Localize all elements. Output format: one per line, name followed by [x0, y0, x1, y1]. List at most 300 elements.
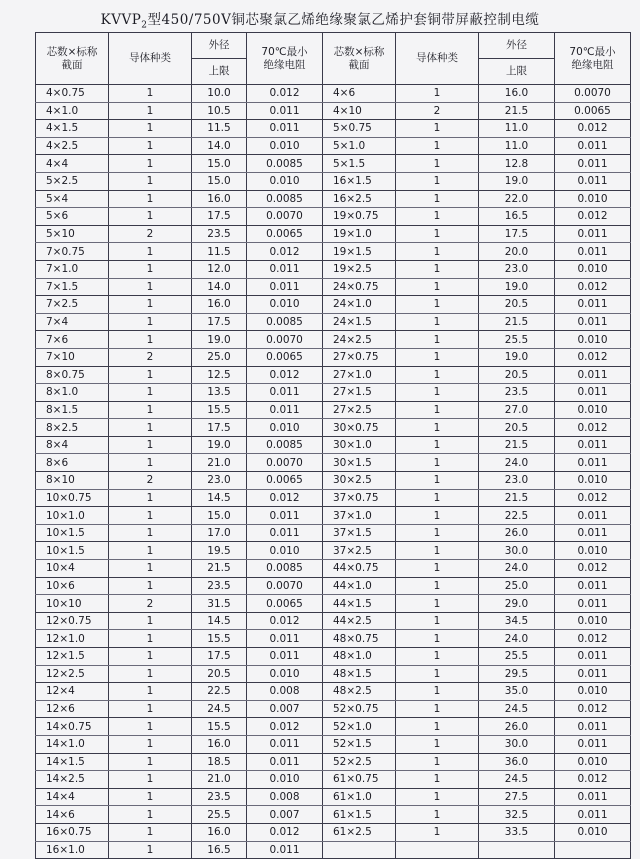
insulation-resistance-cell: 0.012 [555, 630, 631, 648]
table-row [36, 718, 631, 736]
insulation-resistance-cell: 0.0070 [555, 85, 631, 103]
conductor-cell: 1 [396, 155, 479, 173]
table-row [36, 595, 631, 613]
conductor-cell: 1 [109, 366, 192, 384]
outer-diameter-cell: 11.5 [192, 120, 247, 138]
conductor-cell: 1 [109, 208, 192, 226]
insulation-resistance-cell: 0.011 [555, 524, 631, 542]
conductor-cell: 1 [109, 841, 192, 859]
conductor-cell: 2 [109, 348, 192, 366]
conductor-cell: 1 [109, 788, 192, 806]
outer-diameter-cell: 20.0 [479, 243, 555, 261]
insulation-resistance-cell: 0.010 [555, 472, 631, 490]
insulation-resistance-cell: 0.0085 [247, 313, 323, 331]
header-od-bottom-right [479, 59, 555, 85]
conductor-cell: 1 [109, 436, 192, 454]
table-row [36, 806, 631, 824]
outer-diameter-cell: 15.5 [192, 718, 247, 736]
cores-cell: 14×1.0 [36, 735, 109, 753]
cores-cell: 5×0.75 [323, 120, 396, 138]
conductor-cell: 1 [109, 524, 192, 542]
outer-diameter-cell: 25.5 [479, 331, 555, 349]
outer-diameter-cell: 21.0 [192, 454, 247, 472]
insulation-resistance-cell: 0.011 [247, 401, 323, 419]
cores-cell: 10×0.75 [36, 489, 109, 507]
outer-diameter-cell: 27.5 [479, 788, 555, 806]
insulation-resistance-cell: 0.011 [555, 735, 631, 753]
cores-cell: 27×0.75 [323, 348, 396, 366]
table-row [36, 472, 631, 490]
conductor-cell: 1 [396, 771, 479, 789]
outer-diameter-cell: 19.0 [192, 436, 247, 454]
insulation-resistance-cell: 0.0085 [247, 560, 323, 578]
table-row [36, 788, 631, 806]
conductor-cell: 1 [396, 542, 479, 560]
table-row [36, 278, 631, 296]
conductor-cell: 1 [396, 190, 479, 208]
cores-cell: 5×4 [36, 190, 109, 208]
table-row [36, 208, 631, 226]
insulation-resistance-cell: 0.008 [247, 683, 323, 701]
outer-diameter-cell: 36.0 [479, 753, 555, 771]
cores-cell: 7×1.5 [36, 278, 109, 296]
table-row [36, 700, 631, 718]
conductor-cell: 1 [396, 788, 479, 806]
table-row [36, 577, 631, 595]
cores-cell: 7×6 [36, 331, 109, 349]
cores-cell: 10×1.5 [36, 524, 109, 542]
insulation-resistance-cell: 0.0065 [247, 595, 323, 613]
cores-cell: 8×6 [36, 454, 109, 472]
conductor-cell: 1 [109, 507, 192, 525]
outer-diameter-cell: 19.5 [192, 542, 247, 560]
conductor-cell: 2 [109, 595, 192, 613]
insulation-resistance-cell: 0.011 [247, 630, 323, 648]
cores-cell: 37×0.75 [323, 489, 396, 507]
outer-diameter-cell: 24.5 [479, 771, 555, 789]
table-row [36, 260, 631, 278]
cores-cell: 24×0.75 [323, 278, 396, 296]
table-row [36, 102, 631, 120]
insulation-resistance-cell: 0.010 [247, 665, 323, 683]
conductor-cell: 1 [396, 120, 479, 138]
cores-cell: 7×4 [36, 313, 109, 331]
conductor-cell: 1 [109, 419, 192, 437]
cores-cell: 12×4 [36, 683, 109, 701]
table-body [36, 85, 631, 859]
cores-cell: 48×2.5 [323, 683, 396, 701]
table-row [36, 735, 631, 753]
outer-diameter-cell: 14.0 [192, 278, 247, 296]
conductor-cell: 1 [396, 401, 479, 419]
conductor-cell: 1 [396, 507, 479, 525]
insulation-resistance-cell: 0.011 [555, 436, 631, 454]
outer-diameter-cell: 13.5 [192, 384, 247, 402]
conductor-cell: 1 [109, 771, 192, 789]
cores-cell: 16×0.75 [36, 823, 109, 841]
cores-cell: 44×1.0 [323, 577, 396, 595]
insulation-resistance-cell: 0.0070 [247, 331, 323, 349]
insulation-resistance-cell: 0.011 [555, 225, 631, 243]
insulation-resistance-cell: 0.011 [555, 366, 631, 384]
conductor-cell: 1 [109, 102, 192, 120]
conductor-cell: 1 [109, 260, 192, 278]
outer-diameter-cell: 14.5 [192, 489, 247, 507]
conductor-cell: 1 [109, 243, 192, 261]
insulation-resistance-cell: 0.0070 [247, 208, 323, 226]
insulation-resistance-cell: 0.011 [555, 384, 631, 402]
conductor-cell: 1 [109, 278, 192, 296]
conductor-cell: 1 [109, 489, 192, 507]
insulation-resistance-cell: 0.012 [555, 208, 631, 226]
conductor-cell: 1 [109, 823, 192, 841]
cores-cell: 52×1.5 [323, 735, 396, 753]
cores-cell: 7×10 [36, 348, 109, 366]
outer-diameter-cell: 24.0 [479, 630, 555, 648]
outer-diameter-cell: 25.5 [192, 806, 247, 824]
insulation-resistance-cell: 0.011 [555, 243, 631, 261]
table-row [36, 841, 631, 859]
table-row [36, 331, 631, 349]
insulation-resistance-cell: 0.012 [247, 823, 323, 841]
conductor-cell: 1 [396, 700, 479, 718]
insulation-resistance-cell: 0.010 [247, 137, 323, 155]
conductor-cell: 1 [396, 648, 479, 666]
cores-cell: 8×2.5 [36, 419, 109, 437]
cores-cell: 12×1.0 [36, 630, 109, 648]
insulation-resistance-cell [555, 841, 631, 859]
header-conductor-label: 导体种类 [416, 52, 458, 64]
outer-diameter-cell: 23.5 [192, 788, 247, 806]
insulation-resistance-cell: 0.012 [555, 700, 631, 718]
table-row [36, 172, 631, 190]
conductor-cell: 1 [109, 85, 192, 103]
outer-diameter-cell: 16.5 [479, 208, 555, 226]
spec-table [35, 32, 631, 859]
insulation-resistance-cell: 0.007 [247, 700, 323, 718]
header-cores-right [323, 33, 396, 85]
cores-cell: 61×1.5 [323, 806, 396, 824]
table-row [36, 436, 631, 454]
insulation-resistance-cell: 0.011 [555, 313, 631, 331]
table-row [36, 419, 631, 437]
header-conductor-label: 导体种类 [129, 52, 171, 64]
outer-diameter-cell: 23.5 [479, 384, 555, 402]
cores-cell: 44×0.75 [323, 560, 396, 578]
outer-diameter-cell: 14.0 [192, 137, 247, 155]
cores-cell: 5×2.5 [36, 172, 109, 190]
table-row [36, 137, 631, 155]
conductor-cell: 1 [396, 612, 479, 630]
table-row [36, 683, 631, 701]
conductor-cell: 1 [109, 718, 192, 736]
outer-diameter-cell: 22.5 [479, 507, 555, 525]
cores-cell: 4×10 [323, 102, 396, 120]
outer-diameter-cell: 16.0 [192, 296, 247, 314]
cores-cell: 48×1.0 [323, 648, 396, 666]
outer-diameter-cell: 19.0 [192, 331, 247, 349]
outer-diameter-cell: 15.0 [192, 172, 247, 190]
insulation-resistance-cell: 0.011 [555, 806, 631, 824]
cores-cell: 7×2.5 [36, 296, 109, 314]
outer-diameter-cell: 11.0 [479, 137, 555, 155]
cores-cell: 4×4 [36, 155, 109, 173]
outer-diameter-cell: 17.5 [479, 225, 555, 243]
conductor-cell: 1 [396, 137, 479, 155]
cores-cell: 8×1.0 [36, 384, 109, 402]
table-row [36, 85, 631, 103]
cores-cell: 19×2.5 [323, 260, 396, 278]
outer-diameter-cell: 20.5 [192, 665, 247, 683]
outer-diameter-cell: 23.0 [479, 472, 555, 490]
conductor-cell: 1 [396, 331, 479, 349]
table-row [36, 366, 631, 384]
insulation-resistance-cell: 0.0085 [247, 436, 323, 454]
insulation-resistance-cell: 0.011 [555, 507, 631, 525]
insulation-resistance-cell: 0.0070 [247, 577, 323, 595]
insulation-resistance-cell: 0.012 [555, 560, 631, 578]
outer-diameter-cell: 17.5 [192, 313, 247, 331]
conductor-cell: 2 [109, 225, 192, 243]
insulation-resistance-cell: 0.012 [247, 489, 323, 507]
conductor-cell: 1 [109, 665, 192, 683]
outer-diameter-cell: 16.0 [479, 85, 555, 103]
insulation-resistance-cell: 0.010 [555, 542, 631, 560]
table-row [36, 542, 631, 560]
insulation-resistance-cell: 0.012 [247, 612, 323, 630]
title-rest: 型450/750V铜芯聚氯乙烯绝缘聚氯乙烯护套铜带屏蔽控制电缆 [147, 12, 540, 28]
conductor-cell: 1 [396, 472, 479, 490]
table-row [36, 313, 631, 331]
insulation-resistance-cell: 0.011 [247, 507, 323, 525]
conductor-cell: 1 [396, 489, 479, 507]
header-od-bottom-label: 上限 [208, 65, 230, 77]
cores-cell: 19×1.5 [323, 243, 396, 261]
table-row [36, 384, 631, 402]
header-conductor-right [396, 33, 479, 85]
conductor-cell: 1 [109, 401, 192, 419]
conductor-cell: 1 [109, 560, 192, 578]
header-od-top-right [479, 33, 555, 59]
outer-diameter-cell: 21.0 [192, 771, 247, 789]
table-row [36, 296, 631, 314]
outer-diameter-cell: 11.0 [479, 120, 555, 138]
cores-cell: 8×10 [36, 472, 109, 490]
conductor-cell: 1 [396, 384, 479, 402]
outer-diameter-cell: 12.0 [192, 260, 247, 278]
insulation-resistance-cell: 0.011 [247, 753, 323, 771]
conductor-cell: 1 [396, 260, 479, 278]
outer-diameter-cell [479, 841, 555, 859]
table-row [36, 630, 631, 648]
cores-cell: 44×2.5 [323, 612, 396, 630]
table-row [36, 612, 631, 630]
header-res-left [247, 33, 323, 85]
outer-diameter-cell: 21.5 [192, 560, 247, 578]
outer-diameter-cell: 23.0 [479, 260, 555, 278]
outer-diameter-cell: 15.0 [192, 507, 247, 525]
conductor-cell: 1 [396, 560, 479, 578]
cores-cell: 37×2.5 [323, 542, 396, 560]
table-row [36, 454, 631, 472]
outer-diameter-cell: 17.0 [192, 524, 247, 542]
insulation-resistance-cell: 0.012 [555, 278, 631, 296]
cores-cell: 10×6 [36, 577, 109, 595]
cores-cell: 44×1.5 [323, 595, 396, 613]
cores-cell: 52×0.75 [323, 700, 396, 718]
cores-cell: 30×1.0 [323, 436, 396, 454]
cores-cell: 61×1.0 [323, 788, 396, 806]
cores-cell: 61×2.5 [323, 823, 396, 841]
insulation-resistance-cell: 0.0065 [555, 102, 631, 120]
conductor-cell: 1 [109, 735, 192, 753]
outer-diameter-cell: 12.5 [192, 366, 247, 384]
table-row [36, 348, 631, 366]
insulation-resistance-cell: 0.011 [555, 595, 631, 613]
outer-diameter-cell: 20.5 [479, 366, 555, 384]
conductor-cell: 1 [396, 208, 479, 226]
insulation-resistance-cell: 0.012 [555, 771, 631, 789]
conductor-cell: 1 [396, 313, 479, 331]
cores-cell: 24×1.0 [323, 296, 396, 314]
insulation-resistance-cell: 0.008 [247, 788, 323, 806]
cores-cell: 4×6 [323, 85, 396, 103]
cores-cell: 16×1.5 [323, 172, 396, 190]
conductor-cell: 1 [109, 296, 192, 314]
conductor-cell: 1 [109, 120, 192, 138]
cores-cell: 4×1.5 [36, 120, 109, 138]
conductor-cell: 1 [396, 630, 479, 648]
outer-diameter-cell: 20.5 [479, 296, 555, 314]
table-row [36, 190, 631, 208]
insulation-resistance-cell: 0.011 [555, 788, 631, 806]
outer-diameter-cell: 22.5 [192, 683, 247, 701]
insulation-resistance-cell: 0.010 [555, 331, 631, 349]
conductor-cell: 1 [109, 700, 192, 718]
cores-cell: 19×1.0 [323, 225, 396, 243]
cores-cell: 10×1.5 [36, 542, 109, 560]
outer-diameter-cell: 10.5 [192, 102, 247, 120]
cores-cell: 30×0.75 [323, 419, 396, 437]
outer-diameter-cell: 33.5 [479, 823, 555, 841]
outer-diameter-cell: 15.0 [192, 155, 247, 173]
conductor-cell: 1 [396, 85, 479, 103]
outer-diameter-cell: 15.5 [192, 401, 247, 419]
conductor-cell [396, 841, 479, 859]
outer-diameter-cell: 17.5 [192, 419, 247, 437]
conductor-cell: 1 [109, 155, 192, 173]
conductor-cell: 1 [109, 612, 192, 630]
outer-diameter-cell: 27.0 [479, 401, 555, 419]
title-subscript: 2 [141, 20, 148, 31]
cores-cell: 14×4 [36, 788, 109, 806]
outer-diameter-cell: 21.5 [479, 313, 555, 331]
conductor-cell: 1 [109, 313, 192, 331]
cores-cell: 37×1.0 [323, 507, 396, 525]
header-conductor-left [109, 33, 192, 85]
conductor-cell: 1 [396, 366, 479, 384]
cores-cell: 27×1.5 [323, 384, 396, 402]
conductor-cell: 1 [109, 331, 192, 349]
outer-diameter-cell: 23.5 [192, 225, 247, 243]
outer-diameter-cell: 21.5 [479, 436, 555, 454]
insulation-resistance-cell: 0.012 [247, 366, 323, 384]
header-cores-left [36, 33, 109, 85]
conductor-cell: 1 [109, 806, 192, 824]
outer-diameter-cell: 10.0 [192, 85, 247, 103]
insulation-resistance-cell: 0.011 [555, 172, 631, 190]
cores-cell: 8×0.75 [36, 366, 109, 384]
insulation-resistance-cell: 0.011 [247, 102, 323, 120]
outer-diameter-cell: 34.5 [479, 612, 555, 630]
insulation-resistance-cell: 0.011 [247, 524, 323, 542]
outer-diameter-cell: 15.5 [192, 630, 247, 648]
conductor-cell: 1 [396, 823, 479, 841]
cores-cell: 30×2.5 [323, 472, 396, 490]
outer-diameter-cell: 29.0 [479, 595, 555, 613]
cores-cell: 8×4 [36, 436, 109, 454]
conductor-cell: 1 [396, 243, 479, 261]
outer-diameter-cell: 16.0 [192, 735, 247, 753]
cores-cell: 5×10 [36, 225, 109, 243]
table-row [36, 243, 631, 261]
insulation-resistance-cell: 0.010 [555, 753, 631, 771]
cores-cell: 30×1.5 [323, 454, 396, 472]
table-row [36, 823, 631, 841]
header-od-bottom-left [192, 59, 247, 85]
conductor-cell: 1 [396, 454, 479, 472]
insulation-resistance-cell: 0.012 [555, 120, 631, 138]
cores-cell: 27×1.0 [323, 366, 396, 384]
conductor-cell: 1 [109, 190, 192, 208]
insulation-resistance-cell: 0.011 [247, 260, 323, 278]
outer-diameter-cell: 21.5 [479, 489, 555, 507]
header-od-top-label: 外径 [506, 39, 527, 51]
insulation-resistance-cell: 0.010 [247, 296, 323, 314]
cores-cell: 24×2.5 [323, 331, 396, 349]
conductor-cell: 2 [109, 472, 192, 490]
conductor-cell: 1 [109, 648, 192, 666]
cores-cell: 14×2.5 [36, 771, 109, 789]
outer-diameter-cell: 25.0 [479, 577, 555, 595]
outer-diameter-cell: 25.0 [192, 348, 247, 366]
outer-diameter-cell: 35.0 [479, 683, 555, 701]
cores-cell: 52×1.0 [323, 718, 396, 736]
insulation-resistance-cell: 0.0085 [247, 155, 323, 173]
insulation-resistance-cell: 0.011 [555, 665, 631, 683]
cores-cell: 14×0.75 [36, 718, 109, 736]
insulation-resistance-cell: 0.011 [247, 120, 323, 138]
table-row [36, 507, 631, 525]
table-row [36, 155, 631, 173]
insulation-resistance-cell: 0.010 [555, 823, 631, 841]
insulation-resistance-cell: 0.0065 [247, 225, 323, 243]
insulation-resistance-cell: 0.012 [247, 718, 323, 736]
insulation-resistance-cell: 0.010 [555, 260, 631, 278]
cores-cell: 48×1.5 [323, 665, 396, 683]
cores-cell: 24×1.5 [323, 313, 396, 331]
cores-cell: 8×1.5 [36, 401, 109, 419]
conductor-cell: 1 [396, 577, 479, 595]
table-row [36, 524, 631, 542]
outer-diameter-cell: 16.0 [192, 190, 247, 208]
outer-diameter-cell: 29.5 [479, 665, 555, 683]
outer-diameter-cell: 24.5 [192, 700, 247, 718]
cores-cell: 12×1.5 [36, 648, 109, 666]
cores-cell: 52×2.5 [323, 753, 396, 771]
outer-diameter-cell: 24.5 [479, 700, 555, 718]
outer-diameter-cell: 19.0 [479, 348, 555, 366]
